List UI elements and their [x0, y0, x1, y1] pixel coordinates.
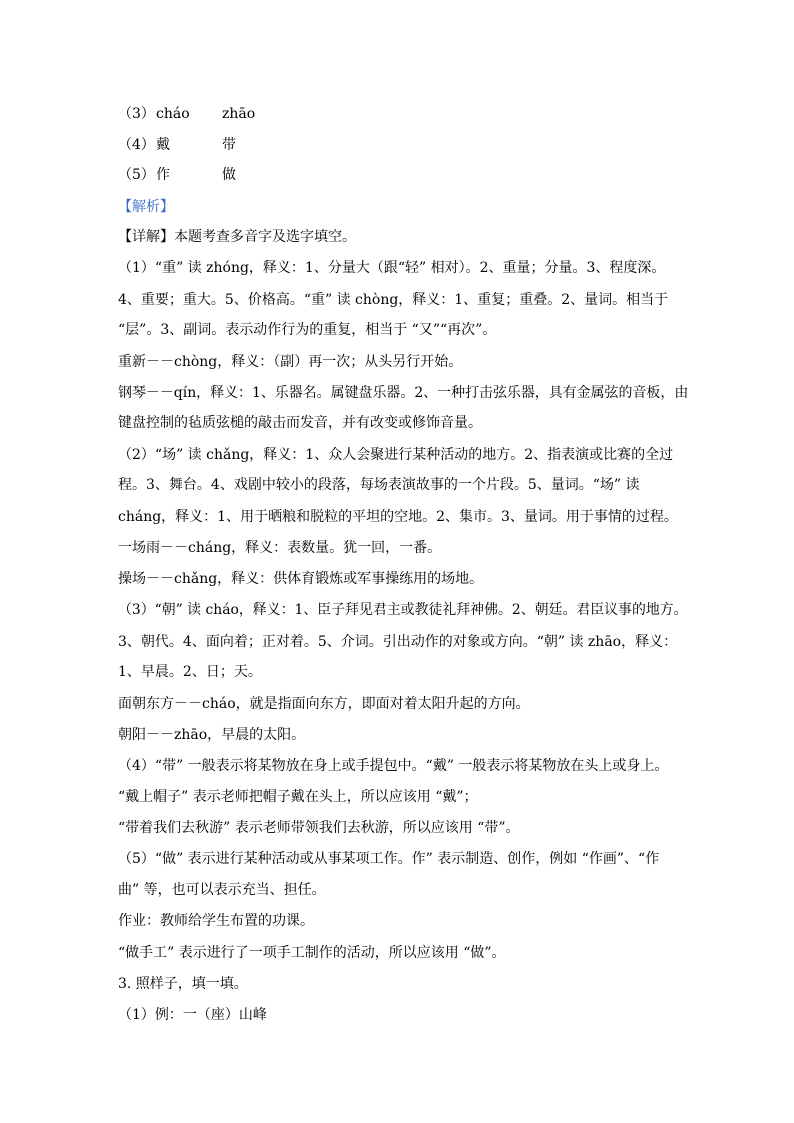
text-line: “层”。3、副词。表示动作行为的重复，相当于 “又”“再次”。: [118, 322, 497, 338]
text-line: 键盘控制的毡质弦槌的敲击而发音，并有改变或修饰音量。: [118, 415, 482, 431]
text-line: 重新－－chòng，释义：（副）再一次；从头另行开始。: [118, 354, 463, 370]
text-line: 一场雨－－cháng，释义：表数量。犹一回，一番。: [118, 540, 442, 556]
text-line: 程。3、舞台。4、戏剧中较小的段落，每场表演故事的一个片段。5、量词。“场” 读: [118, 477, 640, 493]
text-line: “做手工” 表示进行了一项手工制作的活动，所以应该用 “做”。: [118, 945, 506, 961]
answer-number: （4）: [118, 137, 155, 153]
text-line: 4、重要；重大。5、价格高。“重” 读 chòng，释义：1、重复；重叠。2、量词。相当于: [118, 292, 669, 308]
answer-b: 做: [222, 167, 236, 183]
text-line: （1）“重” 读 zhóng，释义：1、分量大（跟“轻” 相对）。2、重量；分量。3、程度深。: [118, 260, 666, 276]
text-line: 曲” 等，也可以表示充当、担任。: [118, 882, 326, 898]
text-line: 朝阳－－zhāo，早晨的太阳。: [118, 727, 306, 743]
text-line: （2）“场” 读 chǎng，释义：1、众人会聚进行某种活动的地方。2、指表演或比赛的全过: [118, 447, 674, 463]
text-line: 【详解】本题考查多音字及选字填空。: [118, 229, 356, 245]
text-line: 3、朝代。4、面向着；正对着。5、介词。引出动作的对象或方向。“朝” 读 zhāo，释义：: [118, 634, 678, 650]
text-line: （4）“带” 一般表示将某物放在身上或手提包中。“戴” 一般表示将某物放在头上或身上。: [118, 758, 669, 774]
text-line: （3）“朝” 读 cháo，释义：1、臣子拜见君主或教徒礼拜神佛。2、朝廷。君臣议事的地方。: [118, 602, 688, 618]
text-line: cháng，释义：1、用于晒粮和脱粒的平坦的空地。2、集市。3、量词。用于事情的过程。: [118, 509, 678, 525]
text-line: 操场－－chǎng，释义：供体育锻炼或军事操练用的场地。: [118, 571, 484, 587]
answer-b: zhāo: [222, 106, 256, 122]
text-line: 3. 照样子，填一填。: [118, 976, 248, 992]
text-line: （1）例：一（座）山峰: [118, 1007, 267, 1023]
text-line: （5）“做” 表示进行某种活动或从事某项工作。作” 表示制造、创作，例如 “作画”、“作: [118, 851, 660, 867]
text-line: “带着我们去秋游” 表示老师带领我们去秋游，所以应该用 “带”。: [118, 820, 520, 836]
answer-number: （3）: [118, 106, 155, 122]
answer-a: 作: [156, 167, 170, 183]
answer-b: 带: [222, 137, 236, 153]
answer-line-5: [118, 165, 236, 185]
text-line: 1、早晨。2、日；天。: [118, 664, 262, 680]
answer-line-3: [118, 104, 255, 124]
answer-number: （5）: [118, 167, 155, 183]
answer-a: cháo: [156, 106, 190, 122]
text-line: “戴上帽子” 表示老师把帽子戴在头上，所以应该用 “戴”；: [118, 789, 478, 805]
answer-a: 戴: [156, 137, 170, 153]
text-line: 作业：教师给学生布置的功课。: [118, 913, 314, 929]
text-line: 面朝东方－－cháo，就是指面向东方，即面对着太阳升起的方向。: [118, 696, 530, 712]
text-line: 钢琴－－qín，释义：1、乐器名。属键盘乐器。2、一种打击弦乐器，具有金属弦的音板，由: [118, 385, 689, 401]
answer-line-4: [118, 135, 236, 155]
analysis-heading: 【解析】: [118, 199, 174, 215]
